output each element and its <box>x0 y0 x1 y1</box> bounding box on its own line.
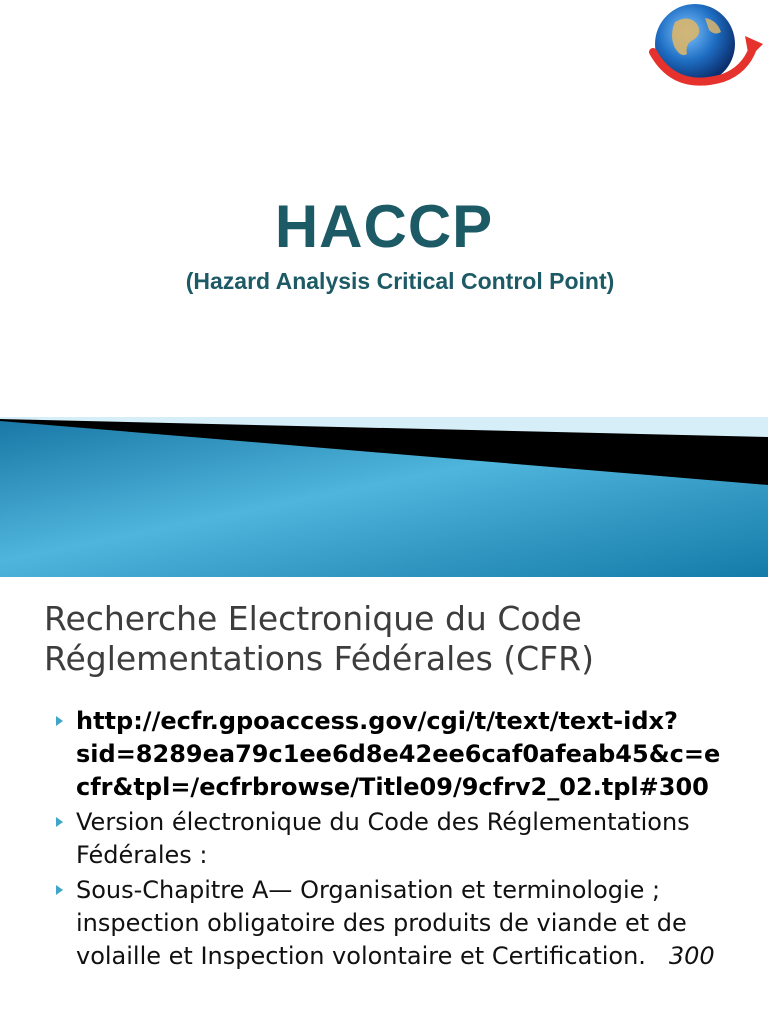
title-line-2: Réglementations Fédérales (CFR) <box>44 639 594 678</box>
slide-subtitle: (Hazard Analysis Critical Control Point) <box>185 268 615 294</box>
list-item <box>56 874 736 973</box>
cfr-link[interactable]: http://ecfr.gpoaccess.gov/cgi/t/text/text-idx? sid=8289ea79c1ee6d8e42ee6caf0afeab45&c=e cfr&tpl=/ecfrbrowse/Title09/9cfrv2_02.tpl#300 <box>76 707 721 801</box>
title-line-1: Recherche Electronique du Code <box>44 599 582 638</box>
list-item <box>56 806 736 872</box>
slide-title: HACCP <box>274 193 494 260</box>
content-slide <box>0 577 768 1024</box>
bullet-arrow-icon <box>56 817 63 827</box>
section-number: 300 <box>653 942 715 970</box>
list-item <box>56 705 736 804</box>
content-slide-title <box>44 599 684 679</box>
decorative-banner <box>0 405 768 577</box>
bullet-list <box>56 705 736 975</box>
bullet-arrow-icon <box>56 885 63 895</box>
globe-with-arrow-icon <box>645 0 765 94</box>
list-item-text: Sous-Chapitre A— Organisation et terminologie ; inspection obligatoire des produits de viande et de volaille et Inspection volontaire et Certification. <box>76 876 687 970</box>
bullet-arrow-icon <box>56 716 63 726</box>
list-item-text: Version électronique du Code des Réglementations Fédérales : <box>76 808 690 869</box>
